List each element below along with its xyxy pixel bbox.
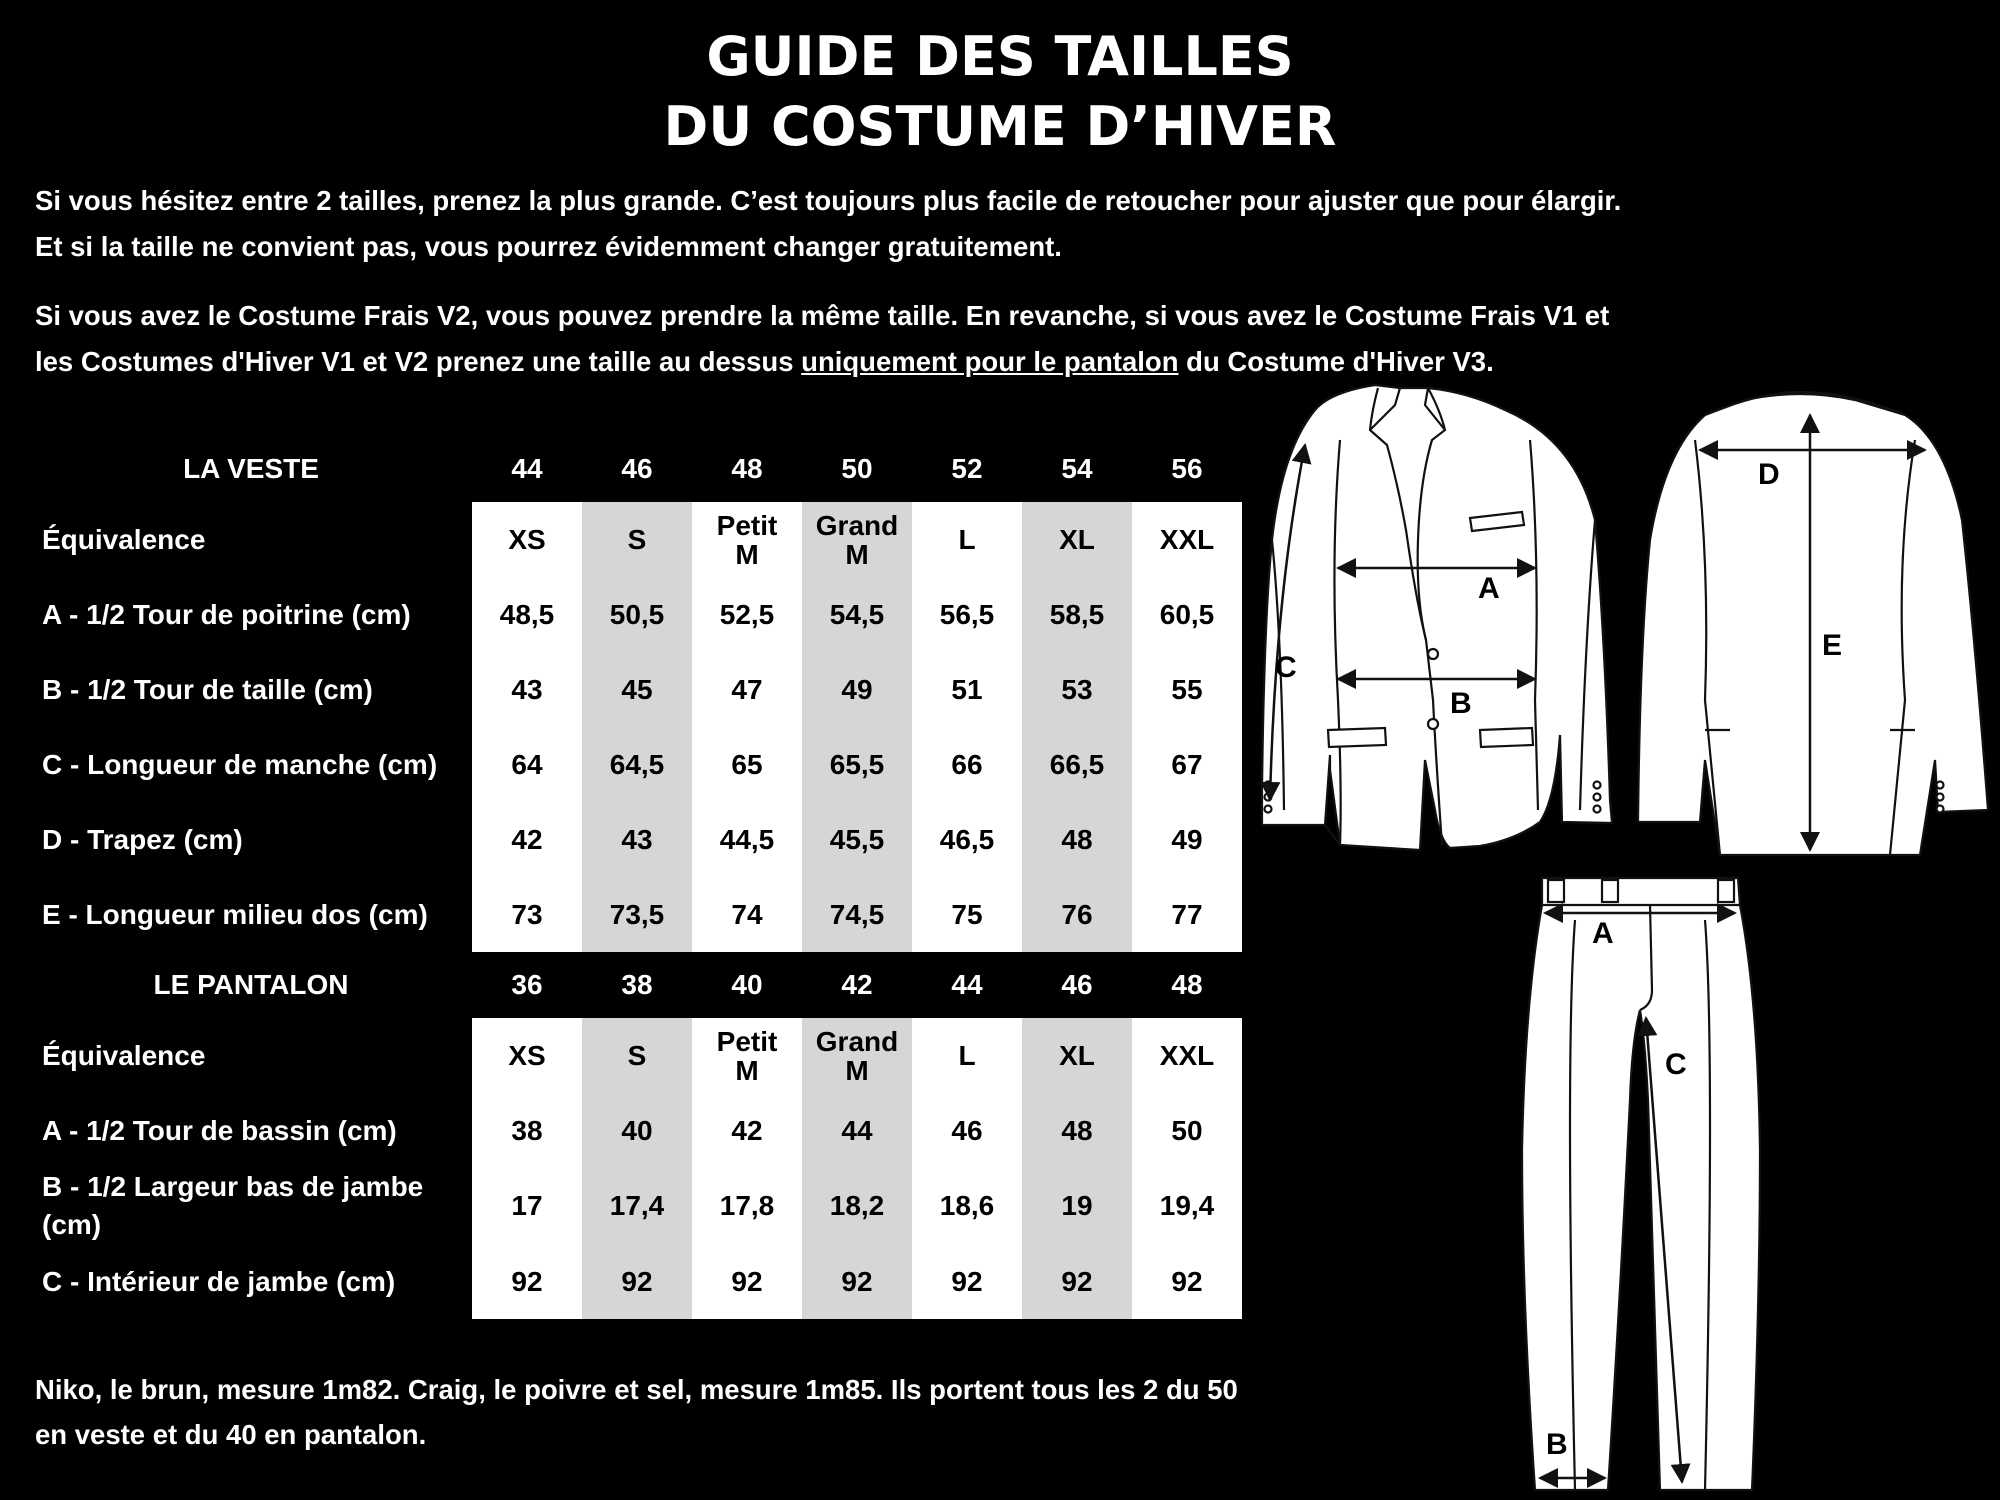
pantalon-value-cell: 46	[912, 1093, 1022, 1168]
pantalon-row-label: B - 1/2 Largeur bas de jambe (cm)	[42, 1171, 424, 1240]
veste-value-cell: 46,5	[912, 802, 1022, 877]
title-line-2: DU COSTUME D’HIVER	[663, 95, 1337, 158]
pantalon-value-cell: 40	[582, 1093, 692, 1168]
veste-size-0: 44	[511, 453, 543, 484]
veste-value-cell: 43	[472, 652, 582, 727]
veste-row-label: C - Longueur de manche (cm)	[42, 748, 438, 780]
veste-value-cell: 73	[472, 877, 582, 952]
pantalon-value-cell: 18,2	[802, 1168, 912, 1244]
intro-p1-line2: Et si la taille ne convient pas, vous pourrez évidemment changer gratuitement.	[35, 231, 1062, 262]
veste-value-cell: 44,5	[692, 802, 802, 877]
veste-value-cell: 43	[582, 802, 692, 877]
veste-value-cell: 58,5	[1022, 577, 1132, 652]
pantalon-size-3: 42	[841, 969, 873, 1000]
intro-p1-line1: Si vous hésitez entre 2 tailles, prenez la plus grande. C’est toujours plus facile de retoucher pour ajuster que pour élargir.	[35, 185, 1622, 216]
intro-p2-line1: Si vous avez le Costume Frais V2, vous pouvez prendre la même taille. En revanche, si vous avez le Costume Frais V1 et	[35, 300, 1610, 331]
pantalon-value-cell: 92	[802, 1244, 912, 1319]
pantalon-heading: LE PANTALON	[153, 969, 349, 1000]
equivalence-text: Grand	[815, 509, 899, 541]
veste-equivalence-label: Équivalence	[42, 523, 206, 555]
pantalon-value-cell: 92	[692, 1244, 802, 1319]
veste-value-cell: 76	[1022, 877, 1132, 952]
equivalence-text: Petit	[716, 1025, 778, 1057]
veste-value-cell: 52,5	[692, 577, 802, 652]
pantalon-value-cell: 19,4	[1132, 1168, 1242, 1244]
pantalon-value-cell: 44	[802, 1093, 912, 1168]
veste-value-cell: 49	[1132, 802, 1242, 877]
pantalon-value-cell: 19	[1022, 1168, 1132, 1244]
veste-value-cell: 53	[1022, 652, 1132, 727]
veste-value-cell: 51	[912, 652, 1022, 727]
pantalon-value-cell: 92	[912, 1244, 1022, 1319]
veste-value-cell: 50,5	[582, 577, 692, 652]
pantalon-value-cell: 48	[1022, 1093, 1132, 1168]
veste-value-cell: 65	[692, 727, 802, 802]
veste-value-cell: 48	[1022, 802, 1132, 877]
veste-row-label: B - 1/2 Tour de taille (cm)	[42, 673, 373, 705]
note-line-1: Niko, le brun, mesure 1m82. Craig, le poivre et sel, mesure 1m85. Ils portent tous les 2 du 50	[35, 1374, 1238, 1405]
equivalence-text: L	[958, 1040, 976, 1071]
veste-row-label: E - Longueur milieu dos (cm)	[42, 898, 428, 930]
veste-value-cell: 74	[692, 877, 802, 952]
jacket-front-label-a: A	[1478, 572, 1500, 605]
intro-p2-text-after: du Costume d'Hiver V3.	[1178, 346, 1494, 377]
pantalon-size-0: 36	[511, 969, 543, 1000]
pantalon-value-cell: 92	[1132, 1244, 1242, 1319]
veste-value-cell: 66,5	[1022, 727, 1132, 802]
veste-value-cell: 60,5	[1132, 577, 1242, 652]
pantalon-size-5: 46	[1061, 969, 1093, 1000]
equivalence-text: S	[627, 524, 647, 555]
veste-value-cell: 65,5	[802, 727, 912, 802]
note-line-2: en veste et du 40 en pantalon.	[35, 1419, 427, 1450]
veste-value-cell: 42	[472, 802, 582, 877]
pantalon-value-cell: 18,6	[912, 1168, 1022, 1244]
veste-value-cell: 47	[692, 652, 802, 727]
veste-value-cell: 56,5	[912, 577, 1022, 652]
equivalence-text: XXL	[1159, 1040, 1215, 1071]
intro-p2-text-before: les Costumes d'Hiver V1 et V2 prenez une taille au dessus	[35, 346, 802, 377]
trousers-label-b: B	[1546, 1428, 1568, 1461]
jacket-front-label-b: B	[1450, 687, 1472, 720]
veste-size-2: 48	[731, 453, 763, 484]
equivalence-text: Petit	[716, 509, 778, 541]
veste-size-5: 54	[1061, 453, 1093, 484]
equivalence-text: XS	[508, 524, 546, 555]
pantalon-equivalence-label: Équivalence	[42, 1039, 206, 1071]
jacket-back-drawing	[1638, 392, 1988, 855]
veste-value-cell: 64,5	[582, 727, 692, 802]
equivalence-text: L	[958, 524, 976, 555]
pantalon-row-label: C - Intérieur de jambe (cm)	[42, 1265, 396, 1297]
equivalence-text: M	[845, 1054, 869, 1086]
trousers-label-a: A	[1592, 917, 1614, 950]
veste-value-cell: 64	[472, 727, 582, 802]
intro-p2-underlined: uniquement pour le pantalon	[801, 346, 1179, 377]
pantalon-value-cell: 50	[1132, 1093, 1242, 1168]
pantalon-row-label: A - 1/2 Tour de bassin (cm)	[42, 1114, 397, 1146]
trousers-drawing	[1522, 878, 1760, 1490]
equivalence-text: XXL	[1159, 524, 1215, 555]
veste-value-cell: 75	[912, 877, 1022, 952]
veste-value-cell: 49	[802, 652, 912, 727]
equivalence-text: Grand	[815, 1025, 899, 1057]
veste-size-6: 56	[1171, 453, 1203, 484]
pantalon-value-cell: 17	[472, 1168, 582, 1244]
jacket-front-label-c: C	[1275, 651, 1297, 684]
pantalon-value-cell: 92	[1022, 1244, 1132, 1319]
pantalon-size-6: 48	[1171, 969, 1203, 1000]
pantalon-size-2: 40	[731, 969, 763, 1000]
veste-value-cell: 55	[1132, 652, 1242, 727]
pantalon-size-4: 44	[951, 969, 983, 1000]
veste-row-label: A - 1/2 Tour de poitrine (cm)	[42, 598, 411, 630]
equivalence-text: M	[735, 538, 759, 570]
pantalon-size-1: 38	[621, 969, 653, 1000]
equivalence-text: XL	[1059, 524, 1095, 555]
veste-value-cell: 67	[1132, 727, 1242, 802]
veste-size-3: 50	[841, 453, 873, 484]
trousers-label-c: C	[1665, 1048, 1687, 1081]
veste-value-cell: 73,5	[582, 877, 692, 952]
title-line-1: GUIDE DES TAILLES	[706, 25, 1294, 88]
pantalon-value-cell: 17,4	[582, 1168, 692, 1244]
veste-value-cell: 74,5	[802, 877, 912, 952]
veste-row-label: D - Trapez (cm)	[42, 823, 243, 855]
veste-value-cell: 45,5	[802, 802, 912, 877]
equivalence-text: XL	[1059, 1040, 1095, 1071]
veste-size-1: 46	[621, 453, 653, 484]
veste-value-cell: 48,5	[472, 577, 582, 652]
veste-value-cell: 54,5	[802, 577, 912, 652]
equivalence-text: XS	[508, 1040, 546, 1071]
veste-value-cell: 66	[912, 727, 1022, 802]
veste-value-cell: 77	[1132, 877, 1242, 952]
equivalence-text: S	[627, 1040, 647, 1071]
veste-size-4: 52	[951, 453, 983, 484]
pantalon-value-cell: 92	[582, 1244, 692, 1319]
pantalon-value-cell: 42	[692, 1093, 802, 1168]
equivalence-text: M	[735, 1054, 759, 1086]
veste-value-cell: 45	[582, 652, 692, 727]
veste-heading: LA VESTE	[183, 453, 319, 484]
pantalon-value-cell: 38	[472, 1093, 582, 1168]
equivalence-text: M	[845, 538, 869, 570]
jacket-back-label-d: D	[1758, 458, 1780, 491]
pantalon-value-cell: 17,8	[692, 1168, 802, 1244]
jacket-front-drawing	[1262, 385, 1612, 850]
pantalon-value-cell: 92	[472, 1244, 582, 1319]
jacket-back-label-e: E	[1822, 629, 1843, 662]
